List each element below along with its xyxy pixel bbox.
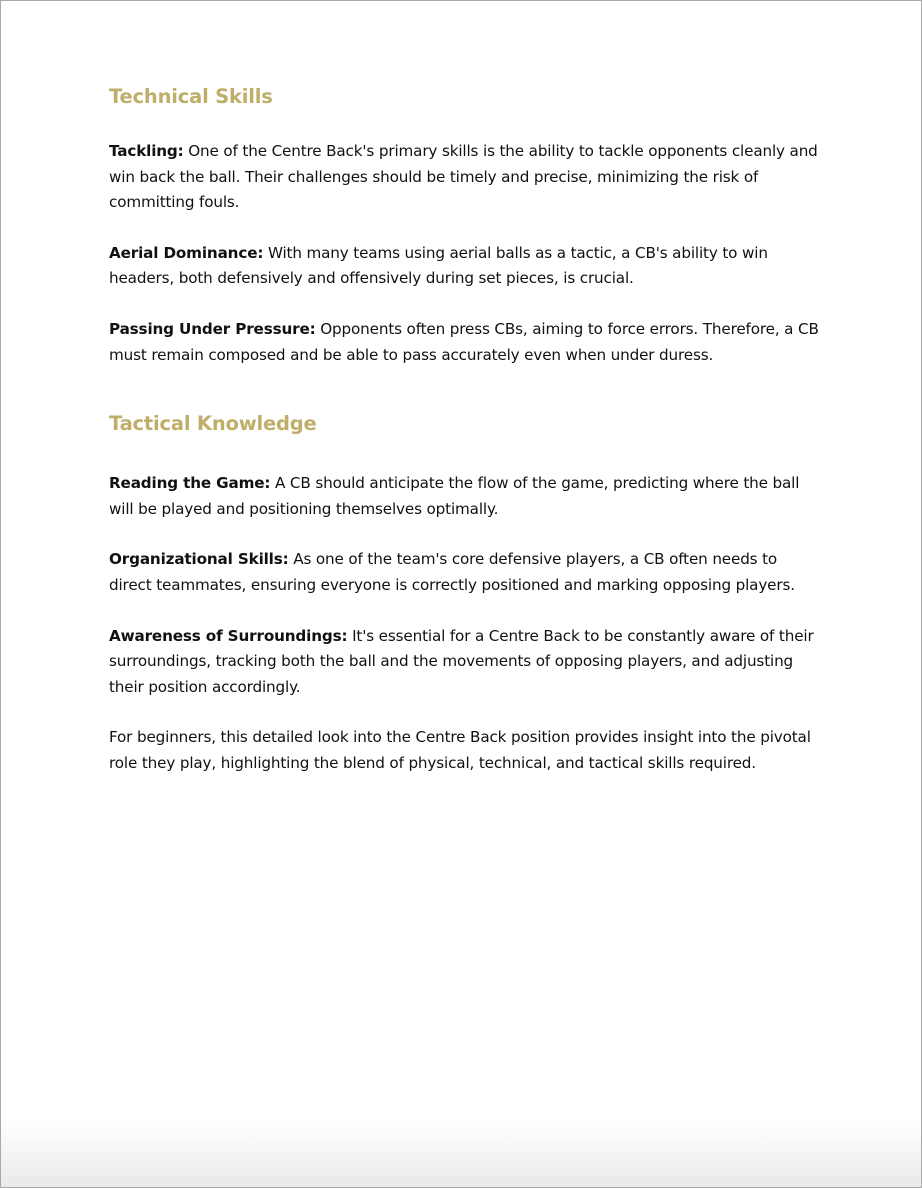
term-aerial-dominance: Aerial Dominance: <box>109 243 264 262</box>
text-organizational-skills: As one of the team's core defensive players, a CB often needs to direct teammates, ensuring everyone is correctly positioned and marking opposing players. <box>109 550 795 594</box>
term-tackling: Tackling: <box>109 142 184 160</box>
text-aerial-dominance: With many teams using aerial balls as a tactic, a CB's ability to win headers, both defensively and offensively during set pieces, is crucial. <box>109 243 768 288</box>
term-organizational-skills: Organizational Skills: <box>109 550 289 569</box>
paragraph-conclusion: For beginners, this detailed look into the Centre Back position provides insight into the pivotal role they play, highlighting the blend of physical, technical, and tactical skills required. <box>109 728 811 772</box>
paragraph-passing-under-pressure <box>109 317 821 368</box>
paragraph-tackling <box>109 139 821 216</box>
paragraph-awareness-of-surroundings <box>109 624 821 701</box>
paragraph-organizational-skills <box>109 547 821 598</box>
section-heading-tactical-knowledge: Tactical Knowledge <box>109 412 317 436</box>
term-passing-under-pressure: Passing Under Pressure: <box>109 319 316 338</box>
text-passing-under-pressure: Opponents often press CBs, aiming to force errors. Therefore, a CB must remain composed and be able to pass accurately even when under duress. <box>109 319 819 364</box>
paragraph-aerial-dominance <box>109 241 821 292</box>
term-awareness-of-surroundings: Awareness of Surroundings: <box>109 626 348 645</box>
section-heading-technical-skills: Technical Skills <box>109 85 273 108</box>
term-reading-the-game: Reading the Game: <box>109 474 271 493</box>
text-awareness-of-surroundings: It's essential for a Centre Back to be constantly aware of their surroundings, tracking both the ball and the movements of opposing players, and adjusting their position accordingly. <box>109 626 814 696</box>
text-reading-the-game: A CB should anticipate the flow of the game, predicting where the ball will be played and positioning themselves optimally. <box>109 474 800 518</box>
paragraph-reading-the-game <box>109 471 821 522</box>
page-content <box>109 83 821 777</box>
text-tackling: One of the Centre Back's primary skills is the ability to tackle opponents cleanly and win back the ball. Their challenges should be timely and precise, minimizing the risk of committing fouls. <box>109 142 818 212</box>
